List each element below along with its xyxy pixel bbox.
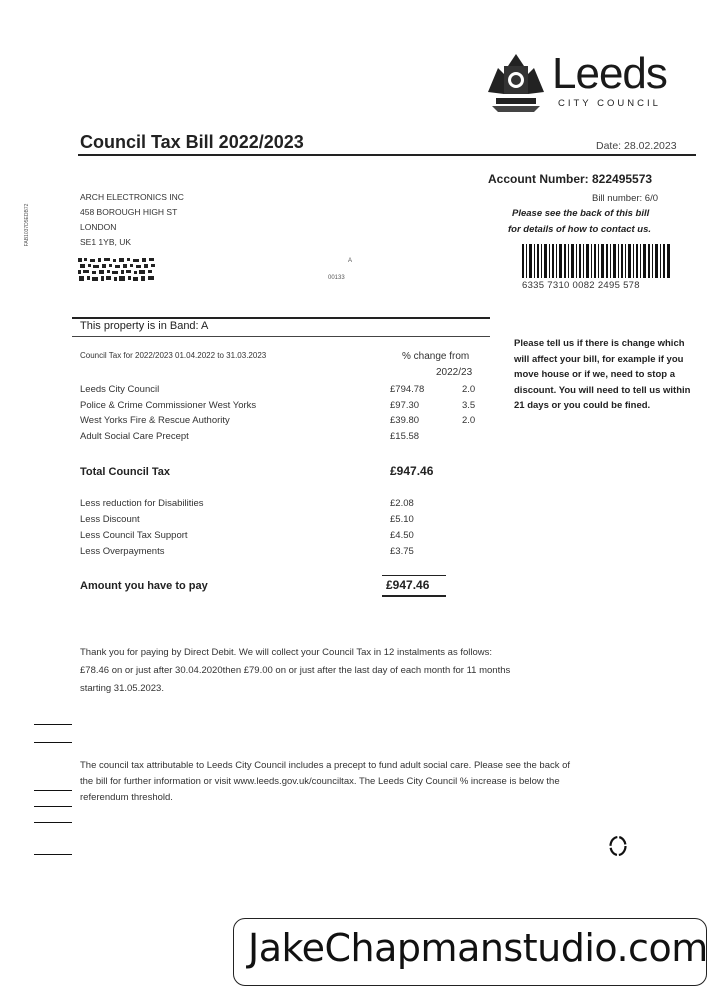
band-divider-bottom [72,336,490,337]
bill-number: Bill number: 6/0 [592,193,659,204]
reduction-amount: £3.75 [390,546,414,557]
charge-amount: £97.30 [390,400,420,411]
charge-label: Leeds City Council [80,384,160,395]
total-amount: £947.46 [390,464,434,478]
reduction-label: Less Council Tax Support [80,530,188,541]
address-line: SE1 1YB, UK [80,237,132,247]
watermark-text: JakeChapmanstudio.com [248,926,708,970]
reduction-label: Less Discount [80,514,140,525]
barcode-number: 6335 7310 0082 2495 578 [522,280,640,291]
logo-subtitle: CITY COUNCIL [558,98,661,109]
contact-note-line1: Please see the back of this bill [512,208,650,219]
charge-amount: £39.80 [390,415,420,426]
direct-debit-note: Thank you for paying by Direct Debit. We will collect your Council Tax in 12 instalments as follows:£78.46 on or just after 30.04.2020then £79.00 on or just after the last day of each month for 11 months starting 31.05.2023. [80,647,511,694]
address-line: LONDON [80,222,117,232]
precept-note: The council tax attributable to Leeds City Council includes a precept to fund adult social care. Please see the back of the bill for further information or visit www.leeds.gov.uk/counciltax. The Leeds City Council % increase is below the referendum threshold. [80,760,571,803]
fold-mark [34,854,72,855]
logo-name: Leeds [552,49,667,98]
charge-label: Adult Social Care Precept [80,431,189,442]
fold-mark [34,790,72,791]
reduction-label: Less Overpayments [80,546,165,557]
property-band: This property is in Band: A [80,320,209,332]
fold-mark [34,806,72,807]
reduction-amount: £2.08 [390,498,414,509]
fold-mark [34,742,72,743]
leeds-crest-icon [484,48,554,114]
pay-rule-bottom [382,595,446,597]
page-title: Council Tax Bill 2022/2023 [80,132,304,152]
pay-rule-top [382,575,446,576]
charge-amount: £15.58 [390,431,420,442]
pct-change-header: % change from [402,351,470,362]
charge-pct: 3.5 [462,400,476,411]
pct-change-year: 2022/23 [436,367,473,378]
margin-code-text: FAB1037D5EDB72 [24,203,30,247]
reduction-label: Less reduction for Disabilities [80,498,204,509]
fold-mark [34,724,72,725]
address-line: 458 BOROUGH HIGH ST [80,207,178,217]
reduction-amount: £5.10 [390,514,414,525]
account-number: Account Number: 822495573 [488,172,653,186]
charge-label: Police & Crime Commissioner West Yorks [80,400,257,411]
amount-to-pay: £947.46 [386,578,430,592]
charge-pct: 2.0 [462,415,476,426]
fold-mark [34,822,72,823]
sort-code-a: A [348,258,353,264]
bill-date: Date: 28.02.2023 [596,140,677,152]
reduction-amount: £4.50 [390,530,414,541]
charge-pct: 2.0 [462,384,476,395]
council-tax-period: Council Tax for 2022/2023 01.04.2022 to 31.03.2023 [80,351,267,360]
title-divider [78,154,696,156]
margin-reference-code [20,160,40,290]
charge-amount: £794.78 [390,384,425,395]
charge-label: West Yorks Fire & Rescue Authority [80,415,230,426]
total-label: Total Council Tax [80,466,171,478]
ring-mark-icon [608,834,628,858]
contact-note-line2: for details of how to contact us. [508,224,652,235]
barcode [522,244,670,278]
change-notice: Please tell us if there is change which will affect your bill, for example if you move house or if we, need to stop a discount. You will need to tell us within 21 days or you could be fined. [514,338,691,411]
recipient-address [80,190,184,250]
band-divider-top [72,317,490,319]
postal-2d-code [78,258,156,282]
sort-code-b: 00133 [328,275,345,281]
amount-to-pay-label: Amount you have to pay [80,580,208,592]
address-line: ARCH ELECTRONICS INC [80,192,184,202]
